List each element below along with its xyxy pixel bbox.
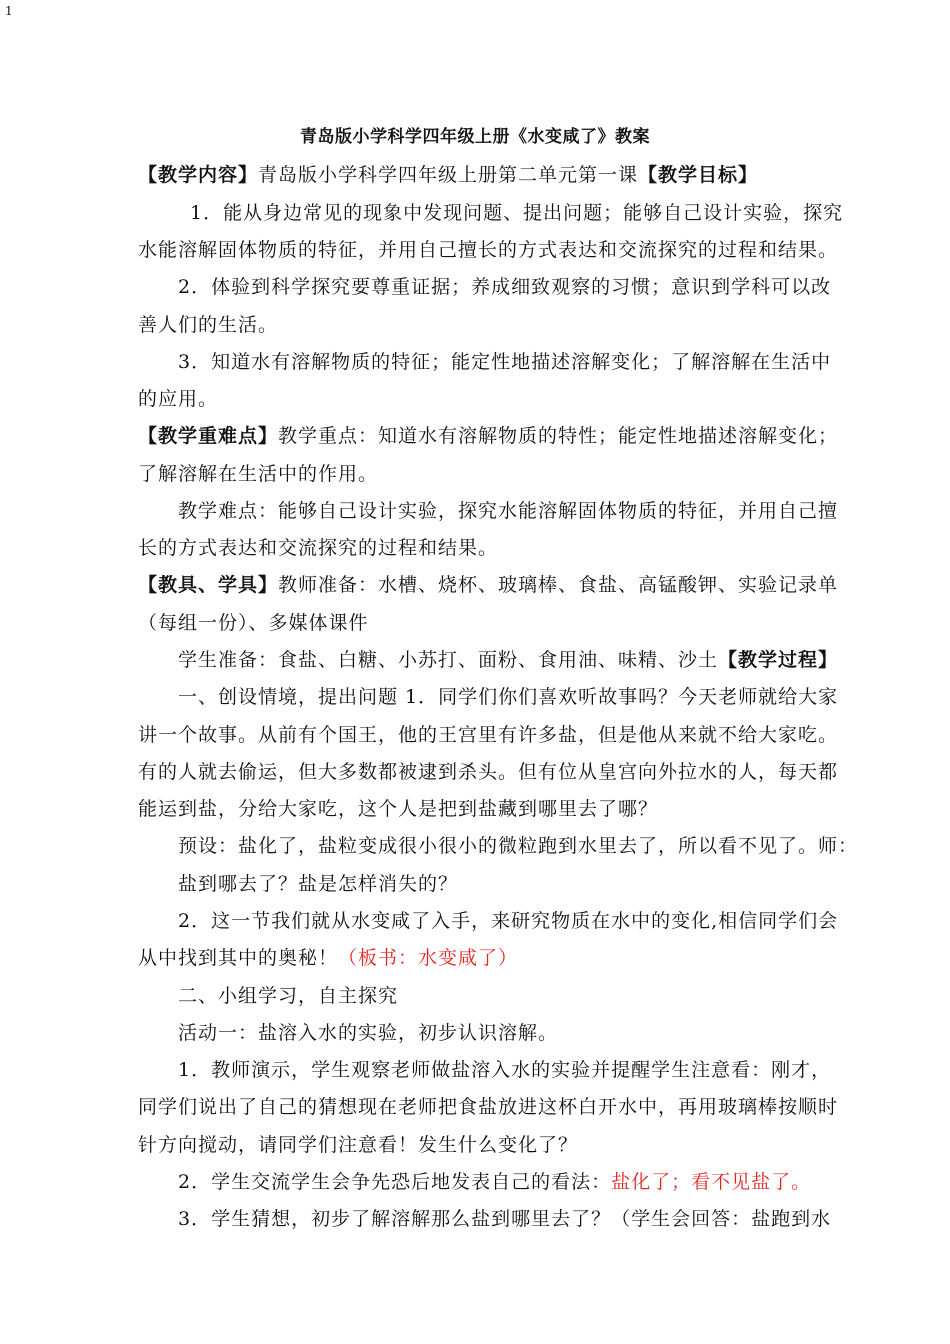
paragraph-line <box>138 570 838 597</box>
paragraph-line: 1．教师演示，学生观察老师做盐溶入水的实验并提醒学生注意看：刚才， <box>178 1059 832 1081</box>
paragraph-line: 针方向搅动，请同学们注意看！发生什么变化了？ <box>138 1134 579 1156</box>
paragraph-line: 长的方式表达和交流探究的过程和结果。 <box>138 537 499 559</box>
paragraph-line: 1．能从身边常见的现象中发现问题、提出问题；能够自己设计实验，探究 <box>190 202 844 224</box>
text-run: 2．学生交流学生会争先恐后地发表自己的看法： <box>178 1171 612 1193</box>
paragraph-line: 同学们说出了自己的猜想现在老师把食盐放进这杯白开水中，再用玻璃棒按顺时 <box>138 1096 839 1118</box>
page-number: 1 <box>5 4 13 18</box>
paragraph-line: 善人们的生活。 <box>138 314 279 336</box>
paragraph-line <box>178 1167 811 1194</box>
paragraph-line: 二、小组学习，自主探究 <box>178 985 399 1007</box>
paragraph-line: 预设：盐化了，盐粒变成很小很小的微粒跑到水里去了，所以看不见了。师： <box>178 835 859 857</box>
blackboard-note: （板书：水变咸了） <box>338 947 519 969</box>
text-run: 从中找到其中的奥秘！ <box>138 947 339 969</box>
text-run: 教师准备：水槽、烧杯、玻璃棒、食盐、高锰酸钾、实验记录单 <box>278 574 839 596</box>
paragraph-line: 盐到哪去了？盐是怎样消失的？ <box>178 873 459 895</box>
paragraph-line: 水能溶解固体物质的特征，并用自己擅长的方式表达和交流探究的过程和结果。 <box>138 239 839 261</box>
paragraph-line: 活动一：盐溶入水的实验，初步认识溶解。 <box>178 1022 559 1044</box>
section-heading: 【教学重难点】 <box>138 425 279 447</box>
paragraph-line: 了解溶解在生活中的作用。 <box>138 463 379 485</box>
text-run: 学生准备：食盐、白糖、小苏打、面粉、食用油、味精、沙土 <box>178 649 719 671</box>
paragraph-line <box>138 943 518 970</box>
paragraph-line: 2．体验到科学探究要尊重证据；养成细致观察的习惯；意识到学科可以改 <box>178 276 832 298</box>
paragraph-line: 3．学生猜想，初步了解溶解那么盐到哪里去了？（学生会回答：盐跑到水 <box>178 1208 832 1230</box>
paragraph-line: 能运到盐，分给大家吃，这个人是把到盐藏到哪里去了哪？ <box>138 798 659 820</box>
section-heading: 【教具、学具】 <box>138 574 279 596</box>
paragraph-line: 有的人就去偷运，但大多数都被逮到杀头。但有位从皇宫向外拉水的人，每天都 <box>138 761 839 783</box>
paragraph-line <box>138 160 758 187</box>
paragraph-line <box>178 645 838 672</box>
paragraph-line: 一、创设情境，提出问题 1．同学们你们喜欢听故事吗？今天老师就给大家 <box>178 686 839 708</box>
section-heading: 【教学目标】 <box>638 164 759 186</box>
paragraph-line <box>138 421 838 448</box>
document-title: 青岛版小学科学四年级上册《水变咸了》教案 <box>300 127 650 147</box>
text-run: 青岛版小学科学四年级上册第二单元第一课 <box>258 164 639 186</box>
section-heading: 【教学过程】 <box>718 649 839 671</box>
paragraph-line: 教学难点：能够自己设计实验，探究水能溶解固体物质的特征，并用自己擅 <box>178 500 839 522</box>
section-heading: 【教学内容】 <box>138 164 259 186</box>
text-run: 教学重点：知道水有溶解物质的特性；能定性地描述溶解变化； <box>278 425 839 447</box>
paragraph-line: 3．知道水有溶解物质的特征；能定性地描述溶解变化；了解溶解在生活中 <box>178 351 832 373</box>
paragraph-line: 讲一个故事。从前有个国王，他的王宫里有许多盐，但是他从来就不给大家吃。 <box>138 724 839 746</box>
paragraph-line: （每组一份）、多媒体课件 <box>138 612 369 634</box>
paragraph-line: 的应用。 <box>138 388 219 410</box>
highlighted-answer: 盐化了；看不见盐了。 <box>611 1171 812 1193</box>
paragraph-line: 2．这一节我们就从水变咸了入手，来研究物质在水中的变化,相信同学们会 <box>178 910 839 932</box>
